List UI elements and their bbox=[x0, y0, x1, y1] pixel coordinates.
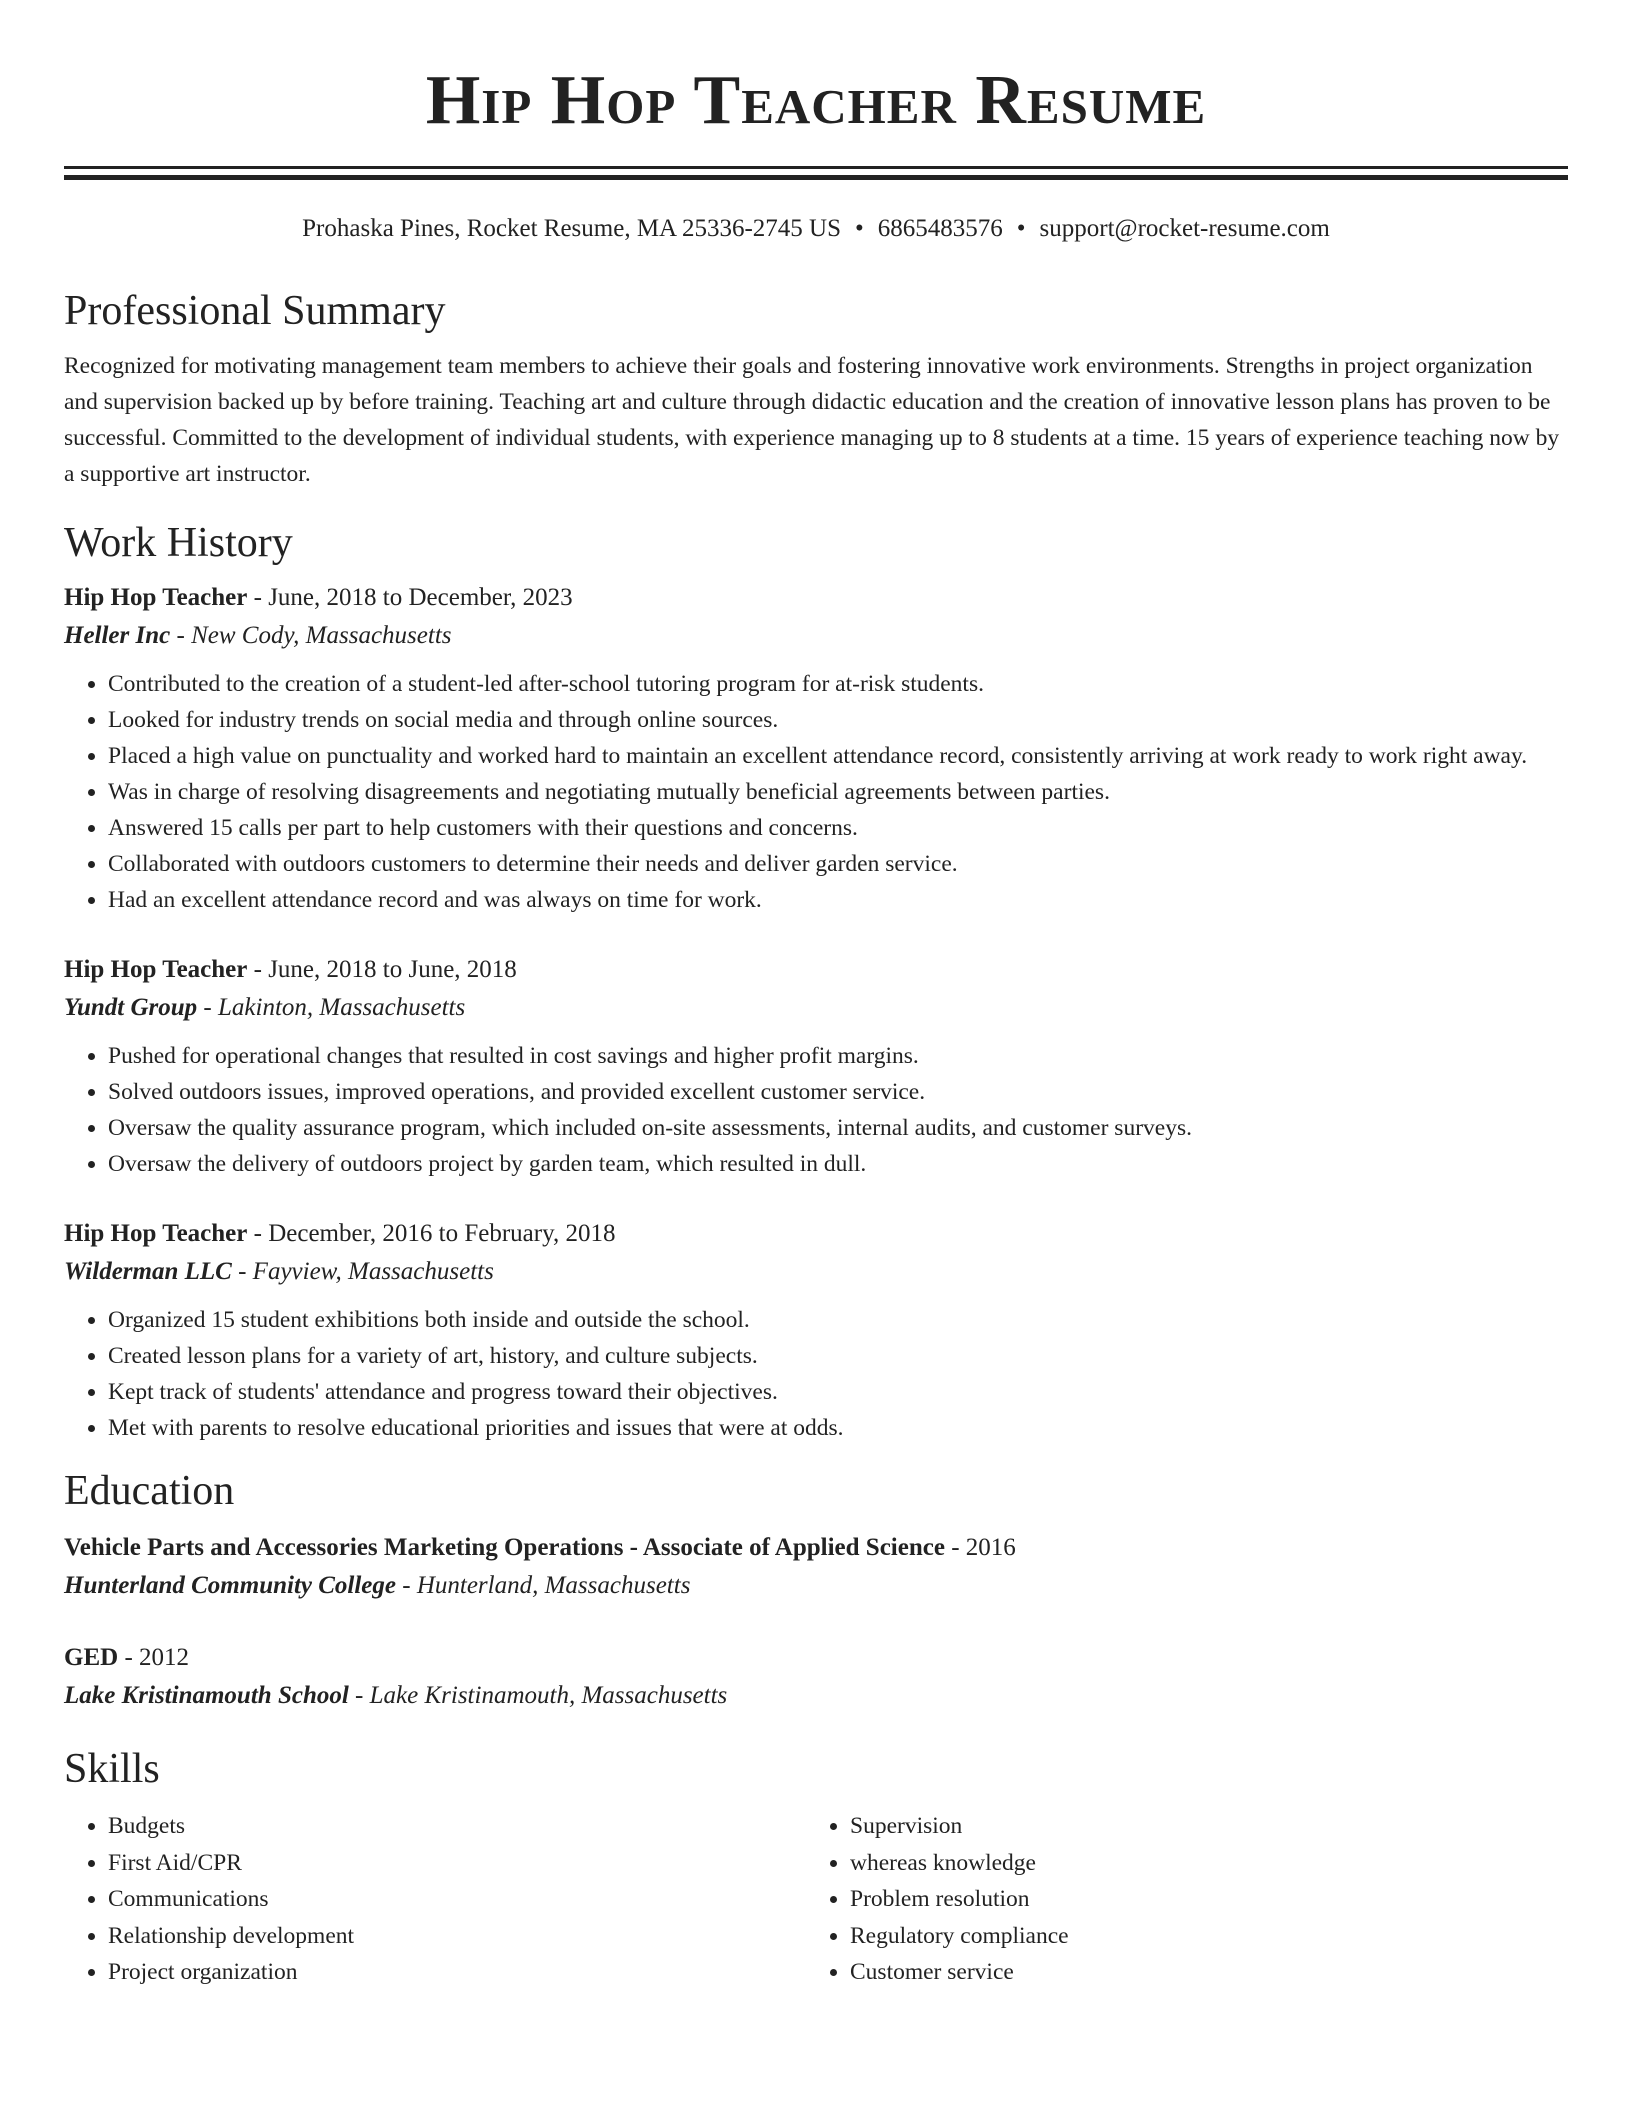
job-entry bbox=[64, 580, 1568, 918]
skill-item: • whereas knowledge bbox=[850, 1845, 1548, 1882]
job-bullet: • Looked for industry trends on social media and through online sources. bbox=[108, 702, 1568, 738]
title-divider-thick bbox=[64, 175, 1568, 180]
job-title-line bbox=[64, 1216, 1568, 1252]
contact-separator: • bbox=[1016, 215, 1026, 242]
education-entry bbox=[64, 1640, 1568, 1716]
education-location: - Hunterland, Massachusetts bbox=[396, 1572, 691, 1599]
skill-item: • Problem resolution bbox=[850, 1881, 1548, 1918]
job-entry bbox=[64, 952, 1568, 1182]
skills-list-left bbox=[64, 1808, 806, 1991]
education-location: - Lake Kristinamouth, Massachusetts bbox=[348, 1682, 728, 1709]
job-bullet: • Pushed for operational changes that resulted in cost savings and higher profit margins. bbox=[108, 1038, 1568, 1074]
work-history-heading: Work History bbox=[64, 520, 293, 566]
job-bullets bbox=[64, 1038, 1568, 1182]
job-company: Heller Inc bbox=[64, 622, 171, 649]
job-bullet: • Placed a high value on punctuality and worked hard to maintain an excellent attendance record, consistently arriving at work ready to work right away. bbox=[108, 738, 1568, 774]
job-company-line bbox=[64, 1252, 1568, 1292]
job-title: Hip Hop Teacher bbox=[64, 1220, 248, 1247]
contact-address: Prohaska Pines, Rocket Resume, MA 25336-2745 US bbox=[302, 215, 842, 242]
education-degree-line bbox=[64, 1640, 1568, 1676]
job-company-line bbox=[64, 616, 1568, 656]
education-year: - 2016 bbox=[944, 1534, 1016, 1561]
contact-line bbox=[64, 214, 1568, 244]
job-location: - Fayview, Massachusetts bbox=[231, 1258, 494, 1285]
job-location: - Lakinton, Massachusetts bbox=[197, 994, 466, 1021]
job-title-line bbox=[64, 580, 1568, 616]
job-entry bbox=[64, 1216, 1568, 1446]
job-dates: - June, 2018 to June, 2018 bbox=[247, 956, 517, 983]
job-dates: - December, 2016 to February, 2018 bbox=[247, 1220, 616, 1247]
job-bullet: • Created lesson plans for a variety of art, history, and culture subjects. bbox=[108, 1338, 1568, 1374]
education-degree: GED bbox=[64, 1644, 119, 1671]
education-heading: Education bbox=[64, 1468, 235, 1514]
education-school-line bbox=[64, 1566, 1568, 1606]
skill-item: • First Aid/CPR bbox=[108, 1845, 806, 1882]
resume-page bbox=[64, 0, 1568, 1991]
skill-item: • Supervision bbox=[850, 1808, 1548, 1845]
job-bullet: • Oversaw the quality assurance program, which included on-site assessments, internal audits, and customer surveys. bbox=[108, 1110, 1568, 1146]
job-bullet: • Was in charge of resolving disagreements and negotiating mutually beneficial agreements between parties. bbox=[108, 774, 1568, 810]
job-company: Yundt Group bbox=[64, 994, 198, 1021]
resume-title: Hip Hop Teacher Resume bbox=[425, 62, 1207, 139]
job-bullet: • Organized 15 student exhibitions both inside and outside the school. bbox=[108, 1302, 1568, 1338]
job-bullets bbox=[64, 666, 1568, 918]
skills-heading: Skills bbox=[64, 1746, 160, 1792]
job-bullet: • Solved outdoors issues, improved operations, and provided excellent customer service. bbox=[108, 1074, 1568, 1110]
education-degree: Vehicle Parts and Accessories Marketing Operations - Associate of Applied Science bbox=[64, 1534, 945, 1561]
contact-phone: 6865483576 bbox=[877, 215, 1003, 242]
job-bullet: • Had an excellent attendance record and was always on time for work. bbox=[108, 882, 1568, 918]
summary-text: Recognized for motivating management team members to achieve their goals and fostering innovative work environments. Strengths in project organization and supervision backed up by before training. Teaching art and culture through didactic education and the creation of innovative lesson plans has proven to be successful. Committed to the development of individual students, with experience managing up to 8 students at a time. 15 years of experience teaching now by a supportive art instructor. bbox=[64, 353, 1560, 487]
job-title: Hip Hop Teacher bbox=[64, 956, 248, 983]
skills-list-right bbox=[806, 1808, 1548, 1991]
job-company: Wilderman LLC bbox=[64, 1258, 232, 1285]
skill-item: • Regulatory compliance bbox=[850, 1918, 1548, 1955]
job-bullets bbox=[64, 1302, 1568, 1446]
skill-item: • Relationship development bbox=[108, 1918, 806, 1955]
skill-item: • Budgets bbox=[108, 1808, 806, 1845]
job-bullet: • Oversaw the delivery of outdoors project by garden team, which resulted in dull. bbox=[108, 1146, 1568, 1182]
education-school: Lake Kristinamouth School bbox=[64, 1682, 349, 1709]
job-title: Hip Hop Teacher bbox=[64, 584, 248, 611]
job-dates: - June, 2018 to December, 2023 bbox=[247, 584, 573, 611]
title-divider-thin bbox=[64, 166, 1568, 169]
job-bullet: • Met with parents to resolve educational priorities and issues that were at odds. bbox=[108, 1410, 1568, 1446]
job-bullet: • Collaborated with outdoors customers to determine their needs and deliver garden service. bbox=[108, 846, 1568, 882]
skills-columns bbox=[64, 1808, 1568, 1991]
education-degree-line bbox=[64, 1530, 1568, 1566]
education-school: Hunterland Community College bbox=[64, 1572, 396, 1599]
skill-item: • Project organization bbox=[108, 1954, 806, 1991]
job-bullet: • Answered 15 calls per part to help customers with their questions and concerns. bbox=[108, 810, 1568, 846]
job-bullet: • Contributed to the creation of a student-led after-school tutoring program for at-risk students. bbox=[108, 666, 1568, 702]
education-school-line bbox=[64, 1676, 1568, 1716]
job-bullet: • Kept track of students' attendance and progress toward their objectives. bbox=[108, 1374, 1568, 1410]
skill-item: • Communications bbox=[108, 1881, 806, 1918]
contact-email: support@rocket-resume.com bbox=[1039, 215, 1330, 242]
education-entry bbox=[64, 1530, 1568, 1606]
contact-separator: • bbox=[855, 215, 864, 242]
education-year: - 2012 bbox=[118, 1644, 190, 1671]
job-company-line bbox=[64, 988, 1568, 1028]
skill-item: • Customer service bbox=[850, 1954, 1548, 1991]
summary-heading: Professional Summary bbox=[64, 288, 446, 334]
job-title-line bbox=[64, 952, 1568, 988]
job-location: - New Cody, Massachusetts bbox=[170, 622, 452, 649]
